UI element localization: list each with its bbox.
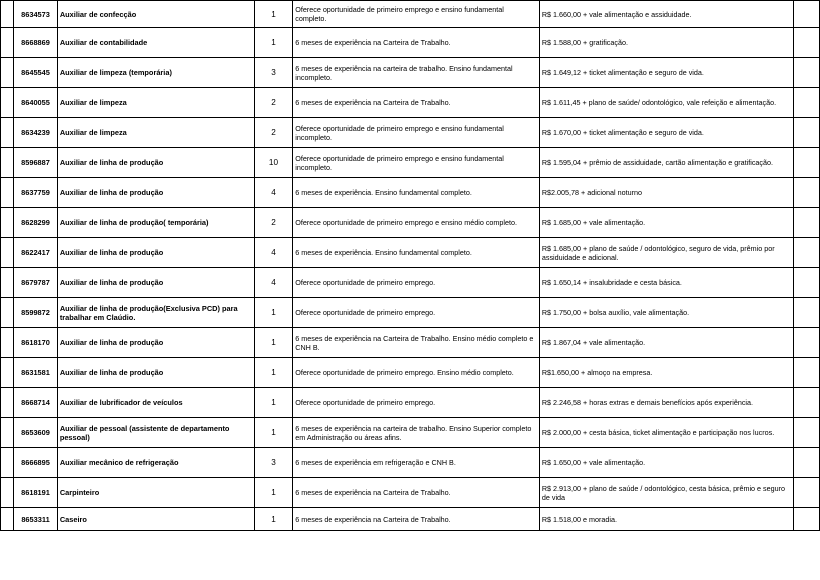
job-code-cell: 8640055 [14, 88, 58, 118]
table-row [1, 358, 820, 388]
job-title-cell: Auxiliar de lubrificador de veículos [57, 388, 254, 418]
job-title-cell: Auxiliar de linha de produção [57, 328, 254, 358]
job-title-cell: Auxiliar de linha de produção [57, 358, 254, 388]
job-title-cell: Auxiliar de linha de produção [57, 238, 254, 268]
table-row [1, 508, 820, 531]
row-gutter-cell [1, 88, 14, 118]
requirements-cell: 6 meses de experiência. Ensino fundamental completo. [293, 178, 540, 208]
openings-count-cell: 1 [254, 298, 293, 328]
job-title-cell: Auxiliar de limpeza [57, 88, 254, 118]
table-row [1, 58, 820, 88]
openings-count-cell: 1 [254, 418, 293, 448]
row-gutter-cell [1, 118, 14, 148]
salary-benefits-cell: R$ 2.000,00 + cesta básica, ticket alimentação e participação nos lucros. [539, 418, 793, 448]
job-code-cell: 8618191 [14, 478, 58, 508]
row-trailing-cell [793, 88, 819, 118]
job-code-cell: 8634239 [14, 118, 58, 148]
requirements-cell: Oferece oportunidade de primeiro emprego e ensino fundamental incompleto. [293, 148, 540, 178]
requirements-cell: Oferece oportunidade de primeiro emprego. [293, 388, 540, 418]
salary-benefits-cell: R$ 1.867,04 + vale alimentação. [539, 328, 793, 358]
job-title-cell: Auxiliar de confecção [57, 1, 254, 28]
row-trailing-cell [793, 178, 819, 208]
row-trailing-cell [793, 238, 819, 268]
salary-benefits-cell: R$ 1.750,00 + bolsa auxílio, vale alimentação. [539, 298, 793, 328]
requirements-cell: Oferece oportunidade de primeiro emprego e ensino fundamental incompleto. [293, 118, 540, 148]
requirements-cell: 6 meses de experiência na Carteira de Trabalho. [293, 478, 540, 508]
row-trailing-cell [793, 448, 819, 478]
salary-benefits-cell: R$2.005,78 + adicional noturno [539, 178, 793, 208]
requirements-cell: 6 meses de experiência na Carteira de Trabalho. [293, 508, 540, 531]
table-row [1, 418, 820, 448]
row-trailing-cell [793, 28, 819, 58]
table-row [1, 268, 820, 298]
job-code-cell: 8668869 [14, 28, 58, 58]
table-row [1, 1, 820, 28]
salary-benefits-cell: R$ 1.650,00 + vale alimentação. [539, 448, 793, 478]
row-gutter-cell [1, 148, 14, 178]
job-code-cell: 8637759 [14, 178, 58, 208]
row-gutter-cell [1, 448, 14, 478]
row-trailing-cell [793, 148, 819, 178]
openings-count-cell: 3 [254, 448, 293, 478]
row-gutter-cell [1, 508, 14, 531]
openings-count-cell: 2 [254, 118, 293, 148]
row-trailing-cell [793, 328, 819, 358]
job-code-cell: 8668714 [14, 388, 58, 418]
job-code-cell: 8599872 [14, 298, 58, 328]
row-trailing-cell [793, 268, 819, 298]
requirements-cell: 6 meses de experiência. Ensino fundamental completo. [293, 238, 540, 268]
job-title-cell: Auxiliar de limpeza [57, 118, 254, 148]
job-title-cell: Auxiliar de linha de produção [57, 148, 254, 178]
openings-count-cell: 2 [254, 208, 293, 238]
openings-count-cell: 1 [254, 1, 293, 28]
table-row [1, 118, 820, 148]
row-gutter-cell [1, 478, 14, 508]
table-row [1, 88, 820, 118]
row-gutter-cell [1, 268, 14, 298]
requirements-cell: 6 meses de experiência na Carteira de Trabalho. [293, 88, 540, 118]
job-title-cell: Auxiliar de linha de produção(Exclusiva PCD) para trabalhar em Claúdio. [57, 298, 254, 328]
salary-benefits-cell: R$ 1.685,00 + vale alimentação. [539, 208, 793, 238]
salary-benefits-cell: R$ 1.660,00 + vale alimentação e assiduidade. [539, 1, 793, 28]
row-trailing-cell [793, 298, 819, 328]
requirements-cell: 6 meses de experiência na Carteira de Trabalho. Ensino médio completo e CNH B. [293, 328, 540, 358]
openings-count-cell: 10 [254, 148, 293, 178]
row-trailing-cell [793, 418, 819, 448]
row-trailing-cell [793, 118, 819, 148]
requirements-cell: 6 meses de experiência na carteira de trabalho. Ensino fundamental incompleto. [293, 58, 540, 88]
salary-benefits-cell: R$ 1.670,00 + ticket alimentação e seguro de vida. [539, 118, 793, 148]
row-trailing-cell [793, 1, 819, 28]
row-gutter-cell [1, 238, 14, 268]
job-title-cell: Carpinteiro [57, 478, 254, 508]
salary-benefits-cell: R$ 2.913,00 + plano de saúde / odontológico, cesta básica, prêmio e seguro de vida [539, 478, 793, 508]
job-code-cell: 8634573 [14, 1, 58, 28]
salary-benefits-cell: R$ 1.650,14 + insalubridade e cesta básica. [539, 268, 793, 298]
job-code-cell: 8653609 [14, 418, 58, 448]
openings-count-cell: 3 [254, 58, 293, 88]
salary-benefits-cell: R$ 1.595,04 + prêmio de assiduidade, cartão alimentação e gratificação. [539, 148, 793, 178]
row-gutter-cell [1, 328, 14, 358]
openings-count-cell: 1 [254, 28, 293, 58]
salary-benefits-cell: R$ 1.685,00 + plano de saúde / odontológico, seguro de vida, prêmio por assiduidade e adicional. [539, 238, 793, 268]
job-code-cell: 8618170 [14, 328, 58, 358]
openings-count-cell: 1 [254, 508, 293, 531]
job-code-cell: 8679787 [14, 268, 58, 298]
row-gutter-cell [1, 388, 14, 418]
table-row [1, 298, 820, 328]
job-title-cell: Auxiliar de linha de produção( temporária) [57, 208, 254, 238]
requirements-cell: 6 meses de experiência na carteira de trabalho. Ensino Superior completo em Administração ou áreas afins. [293, 418, 540, 448]
openings-count-cell: 1 [254, 328, 293, 358]
table-row [1, 328, 820, 358]
openings-count-cell: 4 [254, 268, 293, 298]
table-row [1, 148, 820, 178]
row-trailing-cell [793, 208, 819, 238]
requirements-cell: 6 meses de experiência em refrigeração e CNH B. [293, 448, 540, 478]
job-code-cell: 8645545 [14, 58, 58, 88]
job-title-cell: Auxiliar de contabilidade [57, 28, 254, 58]
openings-count-cell: 4 [254, 178, 293, 208]
row-gutter-cell [1, 208, 14, 238]
table-row [1, 28, 820, 58]
salary-benefits-cell: R$ 1.518,00 e moradia. [539, 508, 793, 531]
row-gutter-cell [1, 28, 14, 58]
requirements-cell: Oferece oportunidade de primeiro emprego. [293, 268, 540, 298]
openings-count-cell: 2 [254, 88, 293, 118]
job-listings-body [1, 1, 820, 531]
job-title-cell: Auxiliar de linha de produção [57, 268, 254, 298]
job-code-cell: 8666895 [14, 448, 58, 478]
salary-benefits-cell: R$1.650,00 + almoço na empresa. [539, 358, 793, 388]
row-trailing-cell [793, 478, 819, 508]
table-row [1, 448, 820, 478]
job-code-cell: 8653311 [14, 508, 58, 531]
job-title-cell: Auxiliar mecânico de refrigeração [57, 448, 254, 478]
job-code-cell: 8628299 [14, 208, 58, 238]
openings-count-cell: 1 [254, 388, 293, 418]
openings-count-cell: 1 [254, 358, 293, 388]
job-code-cell: 8622417 [14, 238, 58, 268]
salary-benefits-cell: R$ 2.246,58 + horas extras e demais benefícios após experiência. [539, 388, 793, 418]
job-code-cell: 8596887 [14, 148, 58, 178]
table-row [1, 208, 820, 238]
row-gutter-cell [1, 178, 14, 208]
row-gutter-cell [1, 1, 14, 28]
job-title-cell: Caseiro [57, 508, 254, 531]
salary-benefits-cell: R$ 1.649,12 + ticket alimentação e seguro de vida. [539, 58, 793, 88]
table-row [1, 388, 820, 418]
requirements-cell: Oferece oportunidade de primeiro emprego e ensino fundamental completo. [293, 1, 540, 28]
requirements-cell: Oferece oportunidade de primeiro emprego. [293, 298, 540, 328]
row-trailing-cell [793, 358, 819, 388]
table-row [1, 178, 820, 208]
requirements-cell: Oferece oportunidade de primeiro emprego. Ensino médio completo. [293, 358, 540, 388]
job-title-cell: Auxiliar de linha de produção [57, 178, 254, 208]
openings-count-cell: 4 [254, 238, 293, 268]
salary-benefits-cell: R$ 1.588,00 + gratificação. [539, 28, 793, 58]
row-trailing-cell [793, 388, 819, 418]
salary-benefits-cell: R$ 1.611,45 + plano de saúde/ odontológico, vale refeição e alimentação. [539, 88, 793, 118]
requirements-cell: Oferece oportunidade de primeiro emprego e ensino médio completo. [293, 208, 540, 238]
requirements-cell: 6 meses de experiência na Carteira de Trabalho. [293, 28, 540, 58]
row-gutter-cell [1, 418, 14, 448]
openings-count-cell: 1 [254, 478, 293, 508]
row-gutter-cell [1, 298, 14, 328]
row-trailing-cell [793, 58, 819, 88]
row-gutter-cell [1, 58, 14, 88]
job-title-cell: Auxiliar de limpeza (temporária) [57, 58, 254, 88]
row-gutter-cell [1, 358, 14, 388]
table-row [1, 238, 820, 268]
job-title-cell: Auxiliar de pessoal (assistente de departamento pessoal) [57, 418, 254, 448]
job-code-cell: 8631581 [14, 358, 58, 388]
table-row [1, 478, 820, 508]
row-trailing-cell [793, 508, 819, 531]
